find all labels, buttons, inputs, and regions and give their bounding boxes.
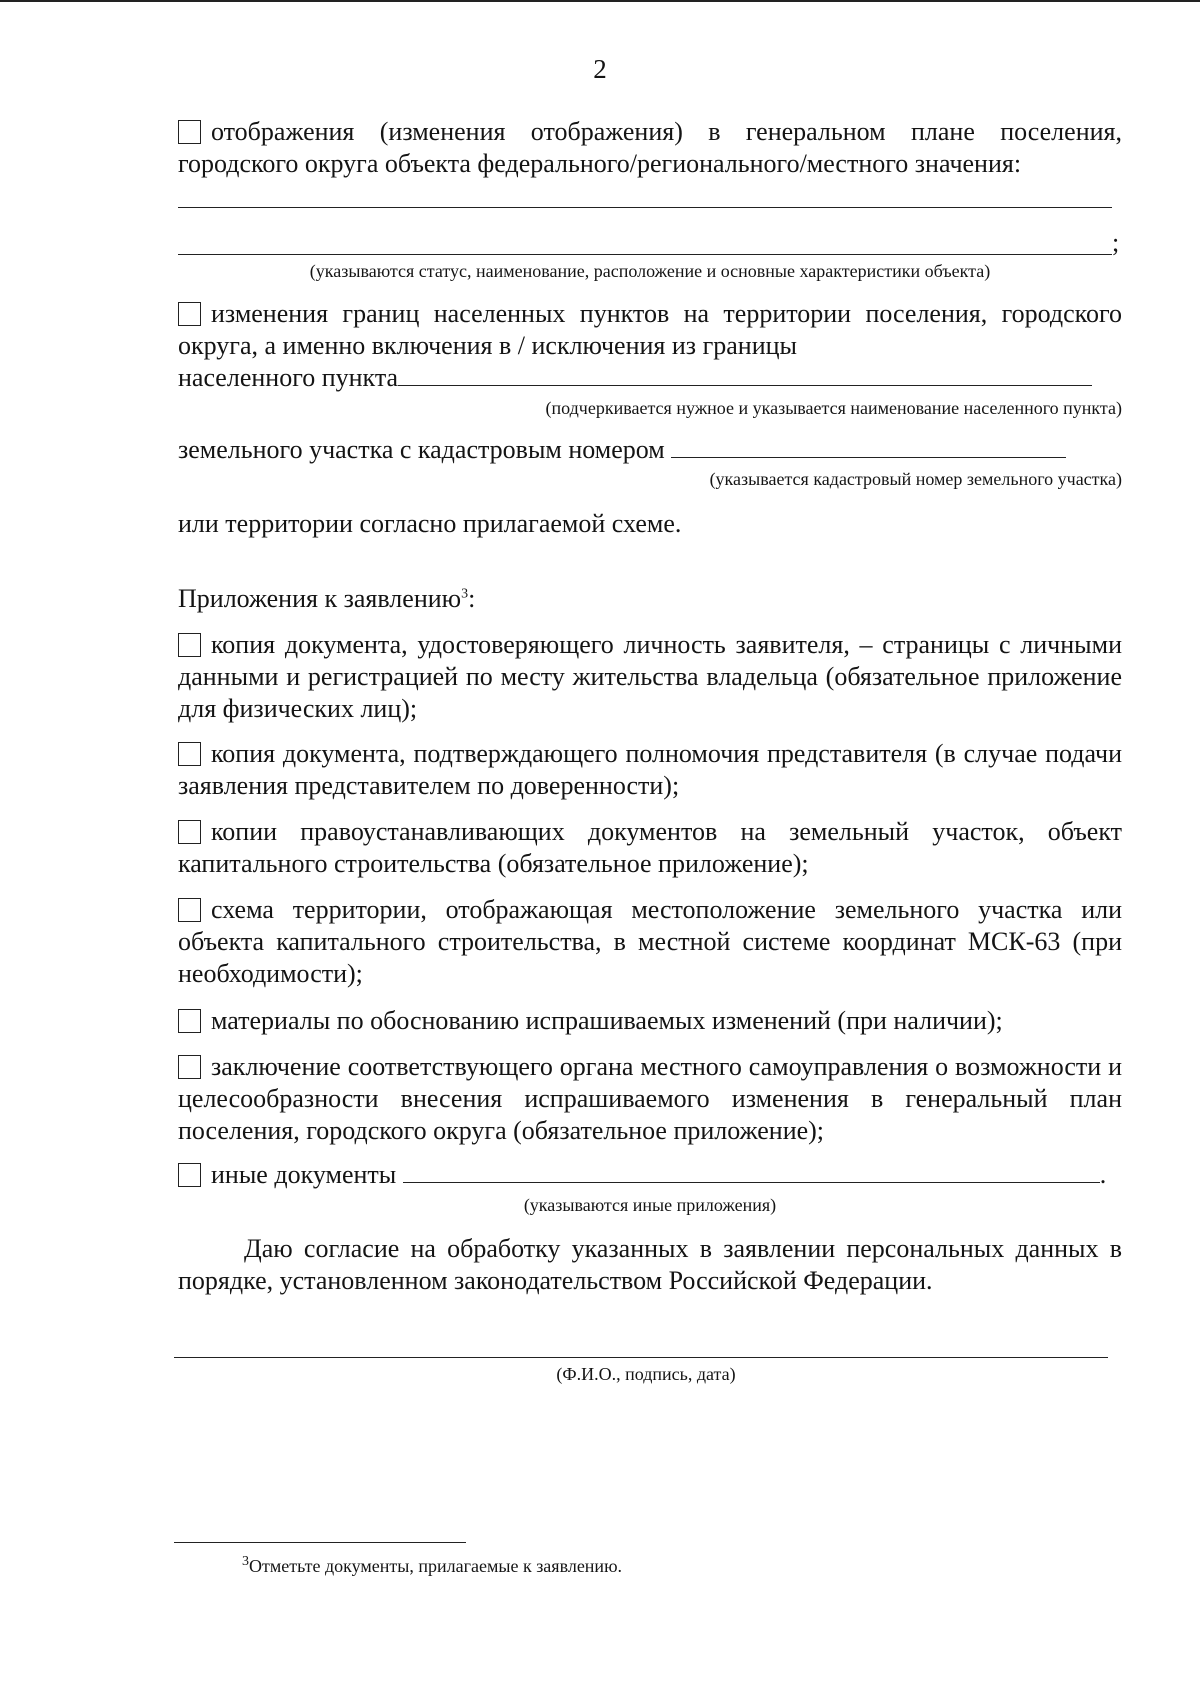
- attachment-item: [178, 1005, 1122, 1037]
- attachment-text: материалы по обоснованию испрашиваемых изменений (при наличии);: [211, 1006, 1003, 1035]
- attachment-item: [178, 738, 1122, 802]
- other-documents-end: .: [1099, 1160, 1107, 1189]
- footnote-separator: [174, 1542, 466, 1543]
- other-documents-hint: (указываются иные приложения): [523, 1195, 777, 1215]
- borders-option: [178, 298, 1122, 394]
- signature-line[interactable]: [174, 1357, 1108, 1358]
- territory-row: [178, 508, 1122, 540]
- attachment-text: заключение соответствующего органа местного самоуправления о возможности и целесообразности внесения испрашиваемого изменения в генеральный план поселения, городского округа (обязательное приложение);: [178, 1052, 1122, 1145]
- other-documents-label: иные документы: [211, 1160, 397, 1189]
- attachment-checkbox-other[interactable]: [178, 1163, 201, 1187]
- attachment-checkbox-materials[interactable]: [178, 1009, 201, 1033]
- consent-paragraph: [178, 1233, 1122, 1297]
- object-line-end: ;: [1112, 228, 1120, 257]
- footnote: [242, 1556, 622, 1577]
- page-number: 2: [593, 54, 607, 84]
- signature-hint: (Ф.И.О., подпись, дата): [556, 1364, 736, 1384]
- attachment-item: [178, 1051, 1122, 1147]
- attachment-checkbox-conclusion[interactable]: [178, 1055, 201, 1079]
- map-display-checkbox[interactable]: [178, 120, 201, 144]
- borders-checkbox[interactable]: [178, 302, 201, 326]
- settlement-hint: (подчеркивается нужное и указывается наименование населенного пункта): [545, 398, 1122, 418]
- cadastral-line[interactable]: [671, 435, 1066, 458]
- attachment-text: копия документа, удостоверяющего личность заявителя, – страницы с личными данными и регистрацией по месту жительства владельца (обязательное приложение для физических лиц);: [178, 630, 1122, 723]
- footnote-text: Отметьте документы, прилагаемые к заявлению.: [249, 1556, 623, 1576]
- borders-text: изменения границ населенных пунктов на территории поселения, городского округа, а именно включения в / исключения из границы: [178, 299, 1122, 360]
- cadastral-row: [178, 434, 1122, 466]
- attachment-text: копия документа, подтверждающего полномочия представителя (в случае подачи заявления представителем по доверенности);: [178, 739, 1122, 800]
- footnote-mark: 3: [242, 1554, 249, 1569]
- territory-text: или территории согласно прилагаемой схеме.: [178, 509, 682, 538]
- top-border: [0, 0, 1200, 2]
- attachment-checkbox-authority[interactable]: [178, 742, 201, 766]
- attachments-footnote-mark: 3: [461, 586, 469, 602]
- settlement-label: населенного пункта: [178, 363, 399, 392]
- attachment-item: [178, 894, 1122, 990]
- attachment-text: схема территории, отображающая местоположение земельного участка или объекта капитального строительства, в местной системе координат МСК-63 (при необходимости);: [178, 895, 1122, 988]
- other-documents-line[interactable]: [403, 1160, 1100, 1183]
- map-display-option: [178, 116, 1122, 180]
- object-line-1[interactable]: [178, 207, 1112, 208]
- other-documents-row: [178, 1159, 1122, 1191]
- consent-text: Даю согласие на обработку указанных в заявлении персональных данных в порядке, установленном законодательством Российской Федерации.: [178, 1234, 1122, 1295]
- object-hint: (указываются статус, наименование, расположение и основные характеристики объекта): [309, 261, 991, 281]
- attachment-text: копии правоустанавливающих документов на земельный участок, объект капитального строительства (обязательное приложение);: [178, 817, 1122, 878]
- attachment-item: [178, 816, 1122, 880]
- attachment-checkbox-scheme[interactable]: [178, 898, 201, 922]
- cadastral-label: земельного участка с кадастровым номером: [178, 435, 665, 464]
- attachments-title-end: :: [468, 584, 476, 613]
- object-line-2[interactable]: [178, 254, 1112, 255]
- map-display-text: отображения (изменения отображения) в генеральном плане поселения, городского округа объекта федерального/регионального/местного значения:: [178, 117, 1122, 178]
- settlement-line[interactable]: [398, 363, 1092, 386]
- attachment-checkbox-identity[interactable]: [178, 633, 201, 657]
- attachment-item: [178, 629, 1122, 725]
- attachments-title-text: Приложения к заявлению: [178, 584, 462, 613]
- cadastral-hint: (указывается кадастровый номер земельного участка): [709, 469, 1122, 489]
- attachment-checkbox-title-docs[interactable]: [178, 820, 201, 844]
- attachments-title: [178, 583, 1122, 615]
